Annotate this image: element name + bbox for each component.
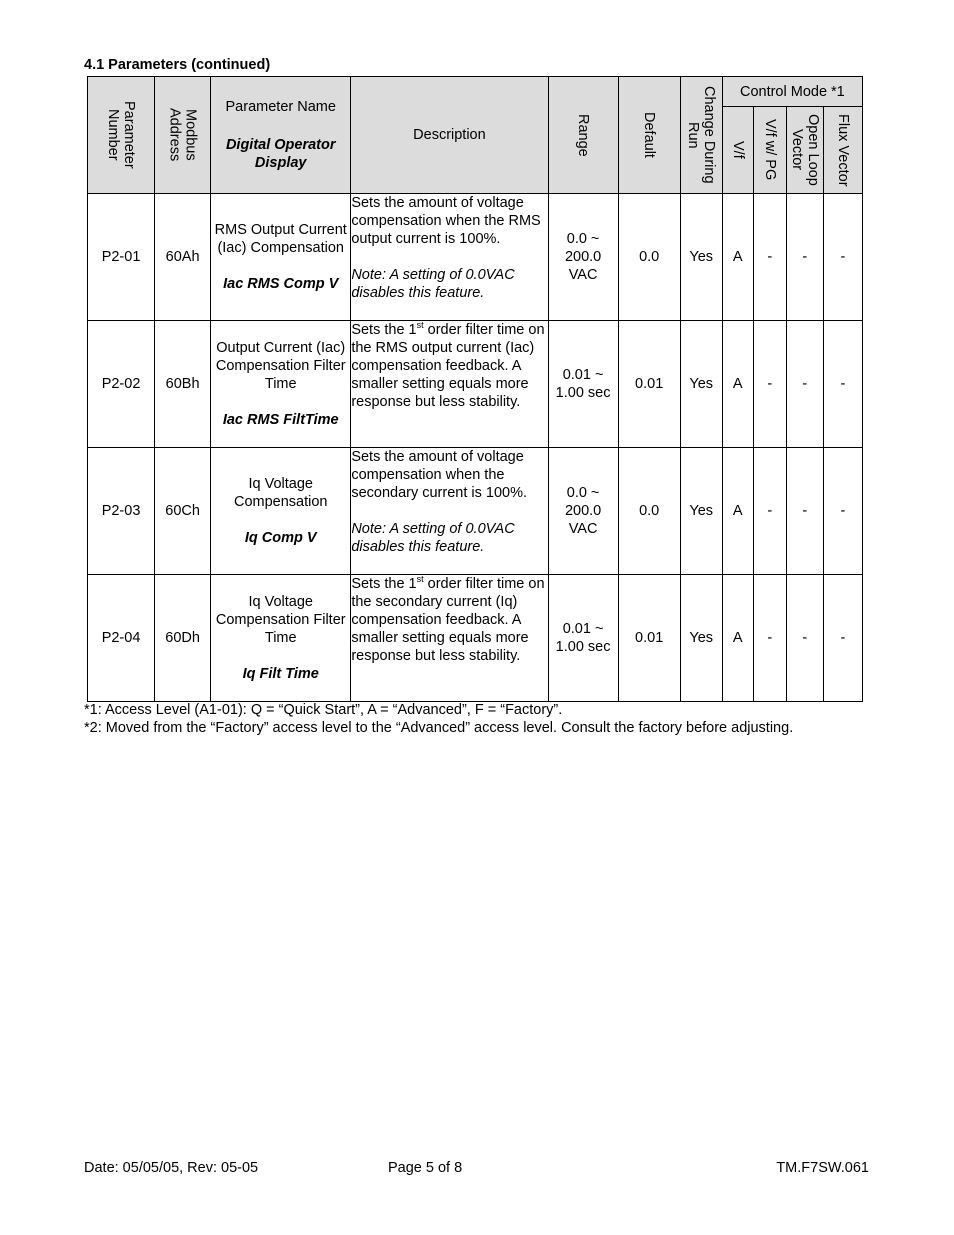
- header-modbus-address: Modbus Address: [155, 77, 211, 194]
- table-row: [88, 194, 863, 321]
- header-vf-pg: V/f w/ PG: [753, 107, 786, 194]
- description-cell: [351, 321, 548, 448]
- table-row: [88, 448, 863, 575]
- param-name: Iq Voltage Compensation: [233, 476, 328, 510]
- description-a: Sets the amount of voltage compensation when the secondary current is 100%.: [351, 449, 528, 501]
- footer-doc-id: TM.F7SW.061: [776, 1160, 869, 1176]
- header-param-name-label: Parameter Name: [225, 99, 336, 115]
- param-name-cell: [211, 448, 351, 575]
- header-range: Range: [548, 77, 618, 194]
- mode-vf-pg: -: [753, 575, 786, 702]
- header-description: Description: [351, 77, 548, 194]
- mode-olv: -: [786, 448, 823, 575]
- mode-vf-pg: -: [753, 321, 786, 448]
- description-text: [351, 321, 547, 411]
- param-name: Output Current (Iac) Compensation Filter Time: [215, 340, 346, 392]
- footer-page: Page 5 of 8: [388, 1160, 463, 1176]
- mode-flux: -: [823, 575, 862, 702]
- description-text: [351, 448, 547, 502]
- footnotes: [84, 701, 793, 737]
- change-during-run: Yes: [680, 321, 722, 448]
- mode-vf: A: [722, 321, 753, 448]
- header-param-number: Parameter Number: [88, 77, 155, 194]
- section-title: 4.1 Parameters (continued): [84, 57, 271, 73]
- header-change-during-run: Change During Run: [680, 77, 722, 194]
- default-value: 0.01: [618, 321, 680, 448]
- mode-olv: -: [786, 321, 823, 448]
- description-cell: [351, 448, 548, 575]
- range: 0.01 ~ 1.00 sec: [548, 575, 618, 702]
- description-cell: [351, 575, 548, 702]
- param-number: P2-04: [88, 575, 155, 702]
- param-name: RMS Output Current (Iac) Compensation: [214, 222, 347, 256]
- operator-display: Iq Filt Time: [242, 666, 319, 682]
- description-b: order filter time on the RMS output current (Iac) compensation feedback. A smaller setting equals more response but less stability.: [351, 322, 545, 410]
- param-number: P2-01: [88, 194, 155, 321]
- description-text: [351, 194, 547, 248]
- description-text: [351, 575, 547, 665]
- table-row: [88, 575, 863, 702]
- change-during-run: Yes: [680, 194, 722, 321]
- mode-vf: A: [722, 448, 753, 575]
- param-name: Iq Voltage Compensation Filter Time: [215, 594, 346, 646]
- default-value: 0.0: [618, 194, 680, 321]
- mode-olv: -: [786, 575, 823, 702]
- operator-display: Iac RMS Comp V: [223, 276, 339, 292]
- range: 0.0 ~ 200.0 VAC: [548, 194, 618, 321]
- change-during-run: Yes: [680, 575, 722, 702]
- header-param-name: [211, 77, 351, 194]
- mode-vf: A: [722, 575, 753, 702]
- description-a: Sets the 1: [351, 576, 417, 592]
- mode-flux: -: [823, 321, 862, 448]
- param-name-cell: [211, 321, 351, 448]
- mode-vf-pg: -: [753, 448, 786, 575]
- description-note: Note: A setting of 0.0VAC disables this feature.: [351, 521, 515, 555]
- param-number: P2-02: [88, 321, 155, 448]
- param-name-cell: [211, 194, 351, 321]
- description-a: Sets the 1: [351, 322, 417, 338]
- operator-display: Iac RMS FiltTime: [222, 412, 339, 428]
- operator-display: Iq Comp V: [244, 530, 317, 546]
- range: 0.0 ~ 200.0 VAC: [548, 448, 618, 575]
- description-a: Sets the amount of voltage compensation when the RMS output current is 100%.: [351, 195, 541, 247]
- footnote-2: *2: Moved from the “Factory” access level to the “Advanced” access level. Consult the factory before adjusting.: [84, 720, 794, 736]
- footer-date: Date: 05/05/05, Rev: 05-05: [84, 1160, 259, 1176]
- header-flux: Flux Vector: [823, 107, 862, 194]
- change-during-run: Yes: [680, 448, 722, 575]
- default-value: 0.0: [618, 448, 680, 575]
- range: 0.01 ~ 1.00 sec: [548, 321, 618, 448]
- modbus-address: 60Ah: [155, 194, 211, 321]
- param-name-cell: [211, 575, 351, 702]
- description-sup: st: [416, 574, 424, 584]
- table-row: [88, 321, 863, 448]
- mode-vf-pg: -: [753, 194, 786, 321]
- header-olv: Open Loop Vector: [786, 107, 823, 194]
- modbus-address: 60Ch: [155, 448, 211, 575]
- mode-vf: A: [722, 194, 753, 321]
- description-b: order filter time on the secondary current (Iq) compensation feedback. A smaller setting equals more response but less stability.: [351, 576, 545, 664]
- footnote-1: *1: Access Level (A1-01): Q = “Quick Start”, A = “Advanced”, F = “Factory”.: [84, 702, 563, 718]
- header-control-mode: Control Mode *1: [722, 77, 862, 107]
- header-operator-display: Digital Operator Display: [225, 137, 336, 171]
- mode-flux: -: [823, 448, 862, 575]
- modbus-address: 60Bh: [155, 321, 211, 448]
- description-note: Note: A setting of 0.0VAC disables this feature.: [351, 267, 515, 301]
- description-sup: st: [416, 320, 424, 330]
- mode-flux: -: [823, 194, 862, 321]
- header-vf: V/f: [722, 107, 753, 194]
- modbus-address: 60Dh: [155, 575, 211, 702]
- mode-olv: -: [786, 194, 823, 321]
- description-cell: [351, 194, 548, 321]
- default-value: 0.01: [618, 575, 680, 702]
- param-number: P2-03: [88, 448, 155, 575]
- header-default: Default: [618, 77, 680, 194]
- parameter-table: [87, 76, 863, 702]
